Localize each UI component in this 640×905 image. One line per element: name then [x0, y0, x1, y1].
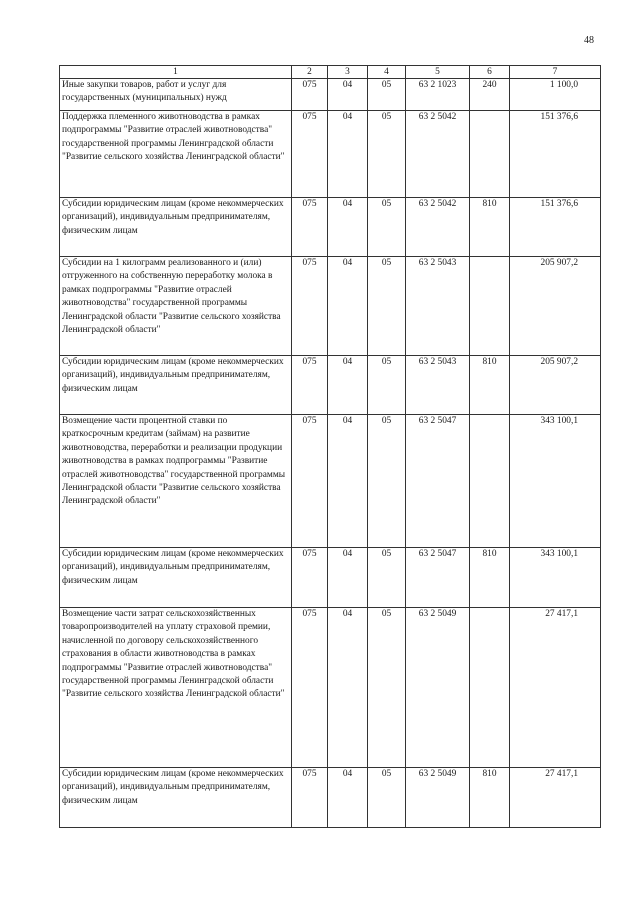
- cell-target-article: 63 2 1023: [406, 79, 470, 111]
- column-header: 2: [292, 66, 328, 79]
- cell-ministry: 075: [292, 415, 328, 548]
- cell-target-article: 63 2 5043: [406, 257, 470, 356]
- cell-ministry: 075: [292, 79, 328, 111]
- table-row: [60, 257, 601, 356]
- budget-table: [59, 65, 601, 828]
- cell-section: 04: [328, 415, 368, 548]
- cell-amount: 27 417,1: [510, 608, 601, 768]
- table-row: [60, 548, 601, 608]
- cell-expense-type: 810: [470, 768, 510, 828]
- cell-amount: 151 376,6: [510, 111, 601, 198]
- cell-amount: 205 907,2: [510, 356, 601, 415]
- cell-expense-type: [470, 111, 510, 198]
- row-name: Субсидии на 1 килограмм реализованного и (или) отгруженного на собственную переработку молока в рамках подпрограммы "Развитие отраслей животноводства" государственной программы Ленинградской области "Развитие сельского хозяйства Ленинградской области": [60, 257, 292, 356]
- page-number: 48: [584, 35, 594, 46]
- cell-ministry: 075: [292, 768, 328, 828]
- cell-expense-type: 810: [470, 198, 510, 257]
- cell-subsection: 05: [368, 608, 406, 768]
- cell-subsection: 05: [368, 356, 406, 415]
- cell-amount: 1 100,0: [510, 79, 601, 111]
- cell-ministry: 075: [292, 608, 328, 768]
- cell-section: 04: [328, 79, 368, 111]
- cell-target-article: 63 2 5043: [406, 356, 470, 415]
- cell-target-article: 63 2 5047: [406, 415, 470, 548]
- row-name: Субсидии юридическим лицам (кроме некоммерческих организаций), индивидуальным предпринимателям, физическим лицам: [60, 548, 292, 608]
- cell-subsection: 05: [368, 415, 406, 548]
- column-header: 1: [60, 66, 292, 79]
- cell-amount: 205 907,2: [510, 257, 601, 356]
- cell-subsection: 05: [368, 548, 406, 608]
- cell-section: 04: [328, 768, 368, 828]
- row-name: Поддержка племенного животноводства в рамках подпрограммы "Развитие отраслей животноводства" государственной программы Ленинградской области "Развитие сельского хозяйства Ленинградской области": [60, 111, 292, 198]
- cell-subsection: 05: [368, 768, 406, 828]
- table-row: [60, 356, 601, 415]
- cell-section: 04: [328, 257, 368, 356]
- column-header: 5: [406, 66, 470, 79]
- cell-amount: 151 376,6: [510, 198, 601, 257]
- row-name: Субсидии юридическим лицам (кроме некоммерческих организаций), индивидуальным предпринимателям, физическим лицам: [60, 198, 292, 257]
- cell-target-article: 63 2 5049: [406, 608, 470, 768]
- cell-ministry: 075: [292, 198, 328, 257]
- cell-amount: 343 100,1: [510, 548, 601, 608]
- cell-ministry: 075: [292, 356, 328, 415]
- table-row: [60, 608, 601, 768]
- row-name: Иные закупки товаров, работ и услуг для государственных (муниципальных) нужд: [60, 79, 292, 111]
- header-row: [60, 66, 601, 79]
- cell-target-article: 63 2 5049: [406, 768, 470, 828]
- cell-target-article: 63 2 5042: [406, 198, 470, 257]
- row-name: Возмещение части затрат сельскохозяйственных товаропроизводителей на уплату страховой премии, начисленной по договору сельскохозяйственного страхования в области животноводства в рамках подпрограммы "Развитие отраслей животноводства" государственной программы Ленинградской области "Развитие сельского хозяйства Ленинградской области": [60, 608, 292, 768]
- cell-section: 04: [328, 548, 368, 608]
- cell-section: 04: [328, 356, 368, 415]
- cell-subsection: 05: [368, 79, 406, 111]
- column-header: 7: [510, 66, 601, 79]
- cell-section: 04: [328, 111, 368, 198]
- cell-target-article: 63 2 5042: [406, 111, 470, 198]
- cell-expense-type: [470, 608, 510, 768]
- cell-target-article: 63 2 5047: [406, 548, 470, 608]
- table-row: [60, 198, 601, 257]
- column-header: 3: [328, 66, 368, 79]
- cell-amount: 343 100,1: [510, 415, 601, 548]
- row-name: Субсидии юридическим лицам (кроме некоммерческих организаций), индивидуальным предпринимателям, физическим лицам: [60, 356, 292, 415]
- cell-expense-type: [470, 257, 510, 356]
- cell-subsection: 05: [368, 257, 406, 356]
- table-row: [60, 768, 601, 828]
- cell-amount: 27 417,1: [510, 768, 601, 828]
- cell-ministry: 075: [292, 257, 328, 356]
- column-header: 4: [368, 66, 406, 79]
- cell-subsection: 05: [368, 111, 406, 198]
- cell-section: 04: [328, 608, 368, 768]
- cell-expense-type: 810: [470, 356, 510, 415]
- cell-ministry: 075: [292, 111, 328, 198]
- cell-ministry: 075: [292, 548, 328, 608]
- column-header: 6: [470, 66, 510, 79]
- cell-expense-type: [470, 415, 510, 548]
- table-row: [60, 415, 601, 548]
- cell-expense-type: 810: [470, 548, 510, 608]
- cell-subsection: 05: [368, 198, 406, 257]
- row-name: Возмещение части процентной ставки по краткосрочным кредитам (займам) на развитие животноводства, переработки и реализации продукции животноводства в рамках подпрограммы "Развитие отраслей животноводства" государственной программы Ленинградской области "Развитие сельского хозяйства Ленинградской области": [60, 415, 292, 548]
- cell-expense-type: 240: [470, 79, 510, 111]
- table-row: [60, 111, 601, 198]
- row-name: Субсидии юридическим лицам (кроме некоммерческих организаций), индивидуальным предпринимателям, физическим лицам: [60, 768, 292, 828]
- cell-section: 04: [328, 198, 368, 257]
- table-row: [60, 79, 601, 111]
